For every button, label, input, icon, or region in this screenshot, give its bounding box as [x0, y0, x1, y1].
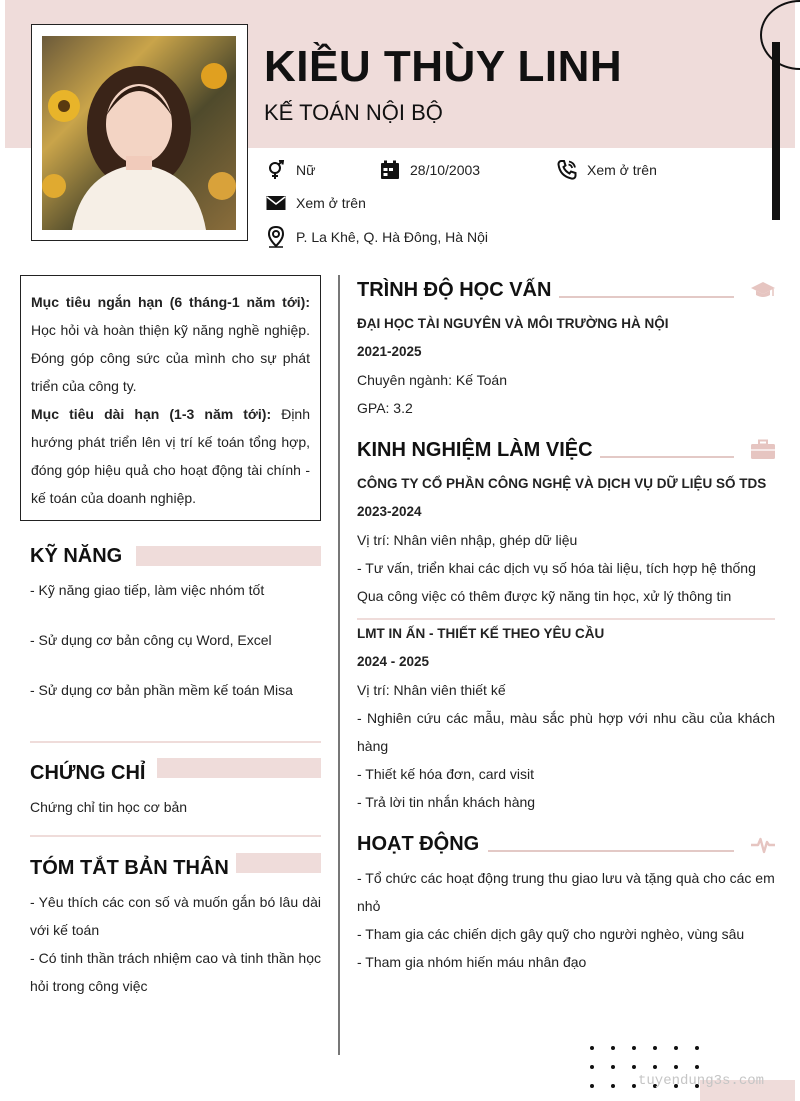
heartbeat-icon — [750, 835, 776, 855]
job-line: - Tư vấn, triển khai các dịch vụ số hóa tài liệu, tích hợp hệ thống — [357, 560, 756, 576]
address-value: P. La Khê, Q. Hà Đông, Hà Nội — [296, 229, 488, 245]
phone-row — [557, 160, 657, 180]
short-term-label: Mục tiêu ngắn hạn (6 tháng-1 năm tới): — [31, 294, 310, 310]
long-term-objective — [31, 400, 310, 512]
phone-value: Xem ở trên — [587, 162, 657, 178]
education-title: TRÌNH ĐỘ HỌC VẤN — [357, 279, 552, 301]
long-term-label: Mục tiêu dài hạn (1-3 năm tới): — [31, 406, 272, 422]
activities-title: HOẠT ĐỘNG — [357, 833, 480, 855]
address-row — [266, 226, 488, 248]
job-title: KẾ TOÁN NỘI BỘ — [264, 100, 443, 125]
graduation-cap-icon — [750, 280, 776, 300]
job-line: - Trả lời tin nhắn khách hàng — [357, 794, 536, 810]
activity-item: - Tổ chức các hoạt động trung thu giao lưu và tặng quà cho các em nhỏ — [357, 870, 775, 914]
education-gpa: GPA: 3.2 — [357, 400, 413, 416]
job-line: Vị trí: Nhân viên thiết kế — [357, 682, 506, 698]
summary-title: TÓM TẮT BẢN THÂN — [30, 857, 229, 879]
school-name: ĐẠI HỌC TÀI NGUYÊN VÀ MÔI TRƯỜNG HÀ NỘI — [357, 316, 669, 331]
short-term-text: Học hỏi và hoàn thiện kỹ năng nghề nghiệp. Đóng góp công sức của mình cho sự phát triển của công ty. — [31, 322, 310, 394]
skills-title: KỸ NĂNG — [30, 545, 123, 567]
candidate-name: KIỀU THÙY LINH — [264, 42, 623, 91]
job-period: 2023-2024 — [357, 504, 422, 519]
birthday-value: 28/10/2003 — [410, 162, 481, 178]
location-icon — [266, 226, 286, 248]
gender-row — [266, 160, 315, 180]
job-line: - Nghiên cứu các mẫu, màu sắc phù hợp với nhu cầu của khách hàng — [357, 710, 775, 754]
certificates-separator — [30, 835, 321, 837]
summary-title-bar — [236, 853, 321, 873]
calendar-icon — [380, 160, 400, 180]
skill-item: - Sử dụng cơ bản công cụ Word, Excel — [30, 632, 272, 648]
gender-icon — [266, 160, 286, 180]
experience-title: KINH NGHIỆM LÀM VIỆC — [357, 439, 593, 461]
education-period: 2021-2025 — [357, 344, 422, 359]
certificate-item: Chứng chỉ tin học cơ bản — [30, 799, 188, 815]
education-title-line — [559, 296, 734, 298]
job-company: LMT IN ẤN - THIẾT KẾ THEO YÊU CẦU — [357, 626, 605, 641]
long-term-text: Định hướng phát triển lên vị trí kế toán tổng hợp, đóng góp hiệu quả cho hoạt động tài chính - kế toán của doanh nghiệp. — [31, 406, 310, 506]
job-line: Qua công việc có thêm được kỹ năng tin học, xử lý thông tin — [357, 588, 732, 604]
activity-item: - Tham gia các chiến dịch gây quỹ cho người nghèo, vùng sâu — [357, 926, 745, 942]
phone-icon — [557, 160, 577, 180]
job-line: - Thiết kế hóa đơn, card visit — [357, 766, 535, 782]
certificates-title: CHỨNG CHỈ — [30, 762, 146, 784]
activity-item: - Tham gia nhóm hiến máu nhân đạo — [357, 954, 587, 970]
email-row — [266, 193, 366, 213]
gender-value: Nữ — [296, 162, 316, 178]
job-period: 2024 - 2025 — [357, 654, 430, 669]
birthday-row — [380, 160, 480, 180]
summary-item: - Yêu thích các con số và muốn gắn bó lâu dài với kế toán — [30, 894, 321, 938]
skill-item: - Sử dụng cơ bản phần mềm kế toán Misa — [30, 682, 293, 698]
avatar — [42, 36, 236, 230]
skill-item: - Kỹ năng giao tiếp, làm việc nhóm tốt — [30, 582, 265, 598]
mail-icon — [266, 193, 286, 213]
briefcase-icon — [750, 439, 776, 461]
job-company: CÔNG TY CỔ PHẦN CÔNG NGHỆ VÀ DỊCH VỤ DỮ LIỆU SỐ TDS — [357, 476, 767, 491]
job-line: Vị trí: Nhân viên nhập, ghép dữ liệu — [357, 532, 578, 548]
education-major: Chuyên ngành: Kế Toán — [357, 372, 507, 388]
summary-item: - Có tinh thần trách nhiệm cao và tinh thần học hỏi trong công việc — [30, 950, 321, 994]
experience-title-line — [600, 456, 734, 458]
activities-title-line — [488, 850, 734, 852]
skills-separator — [30, 741, 321, 743]
objectives-box — [20, 275, 321, 521]
email-value: Xem ở trên — [296, 195, 366, 211]
short-term-objective — [31, 288, 310, 400]
skills-title-bar — [136, 546, 321, 566]
watermark: tuyendung3s.com — [638, 1073, 765, 1089]
column-divider — [338, 275, 340, 1055]
decorative-bar — [772, 42, 780, 220]
certificates-title-bar — [157, 758, 321, 778]
